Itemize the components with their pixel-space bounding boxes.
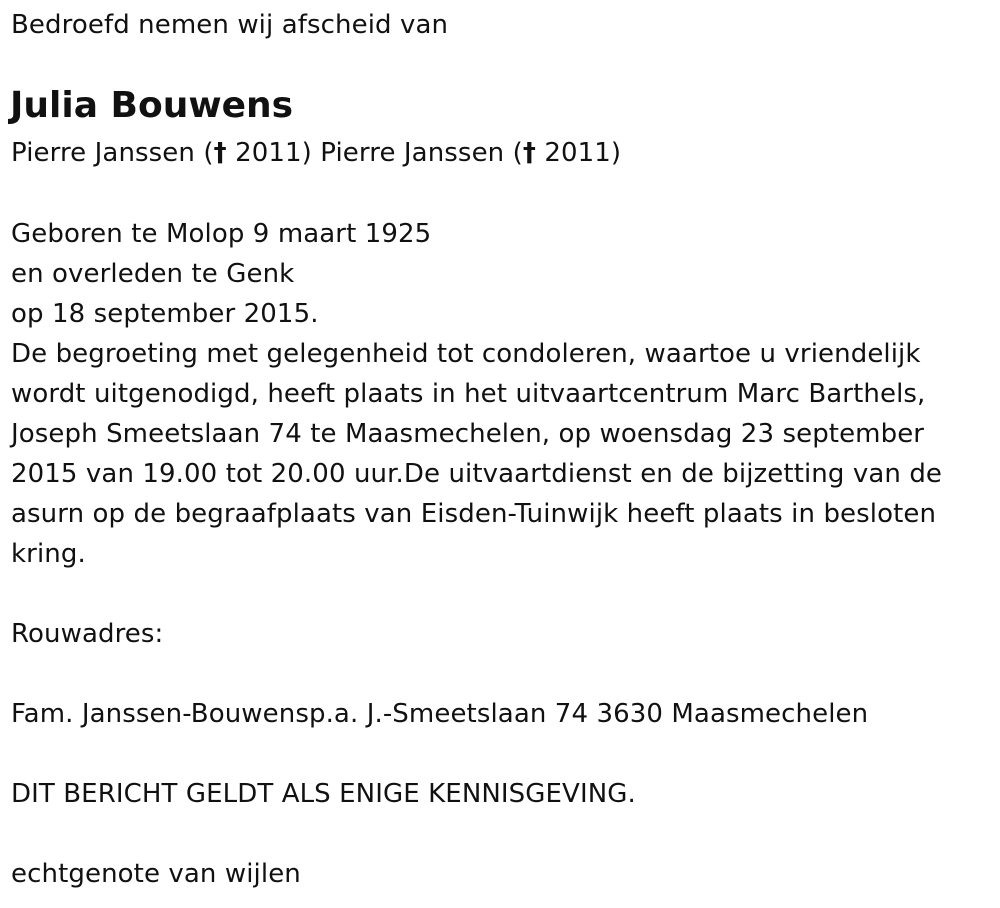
body-line: kring.: [11, 539, 86, 569]
spouse-name: Pierre Janssen: [11, 138, 195, 168]
death-line: en overleden te Genk: [11, 259, 295, 289]
rouwadres-label: Rouwadres:: [11, 619, 164, 649]
body-line: De begroeting met gelegenheid tot condoleren, waartoe u vriendelijk: [11, 339, 921, 369]
death-date-line: op 18 september 2015.: [11, 299, 319, 329]
spouses-line: Pierre Janssen († 2011) Pierre Janssen († 2011): [11, 138, 622, 168]
cross-icon: †: [522, 138, 536, 168]
relation-line: echtgenote van wijlen: [11, 859, 301, 889]
address-line: Fam. Janssen-Bouwensp.a. J.-Smeetslaan 74 3630 Maasmechelen: [11, 699, 869, 729]
spouse-death-year: 2011: [544, 138, 611, 168]
body-line: asurn op de begraafplaats van Eisden-Tuinwijk heeft plaats in besloten: [11, 499, 937, 529]
deceased-name: Julia Bouwens: [10, 85, 294, 126]
notice-line: DIT BERICHT GELDT ALS ENIGE KENNISGEVING.: [11, 779, 636, 809]
spouse-death-year: 2011: [235, 138, 302, 168]
intro-text: Bedroefd nemen wij afscheid van: [11, 10, 449, 40]
cross-icon: †: [213, 138, 227, 168]
spouse-name: Pierre Janssen: [320, 138, 505, 168]
birth-line: Geboren te Molop 9 maart 1925: [11, 219, 432, 249]
body-line: Joseph Smeetslaan 74 te Maasmechelen, op woensdag 23 september: [11, 419, 925, 449]
body-line: 2015 van 19.00 tot 20.00 uur.De uitvaartdienst en de bijzetting van de: [11, 459, 943, 489]
body-line: wordt uitgenodigd, heeft plaats in het uitvaartcentrum Marc Barthels,: [11, 379, 926, 409]
